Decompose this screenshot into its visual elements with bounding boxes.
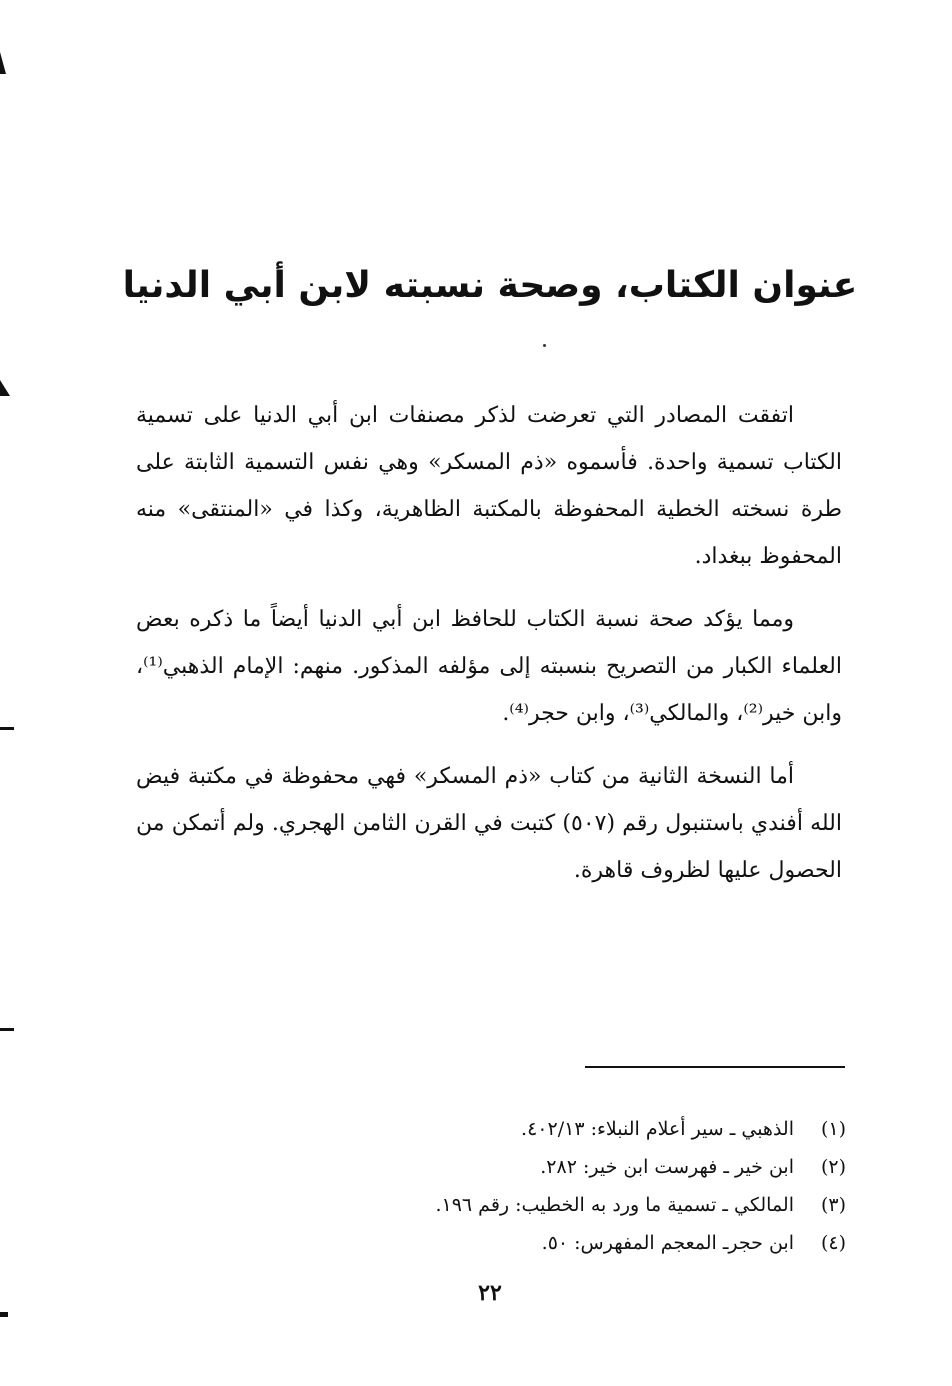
paragraph: أما النسخة الثانية من كتاب «ذم المسكر» فهي محفوظة في مكتبة فيض الله أفندي باستنبول رقم (٥٠٧) كتبت في القرن الثامن الهجري. ولم أتمكن من الحصول عليها لظروف قاهرة. (136, 764, 843, 883)
page-number: ٢٢ (478, 1280, 502, 1306)
page-title: عنوان الكتاب، وصحة نسبته لابن أبي الدنيا (122, 265, 858, 306)
paragraph: ومما يؤكد صحة نسبة الكتاب للحافظ ابن أبي الدنيا أيضاً ما ذكره بعض العلماء الكبار من التصريح بنسبته إلى مؤلفه المذكور. منهم: الإمام الذهبي⁽¹⁾، وابن خير⁽²⁾، والمالكي⁽³⁾، وابن حجر⁽⁴⁾. (136, 607, 842, 726)
footnote-item (300, 1148, 846, 1186)
body-text (136, 392, 842, 910)
footnote-item (300, 1224, 846, 1262)
scan-edge-mark (0, 380, 10, 396)
decorative-dot (543, 344, 546, 347)
footnote-item (300, 1110, 846, 1148)
scan-edge-mark (0, 727, 14, 730)
footnote-item (300, 1186, 846, 1224)
footnote-text: الذهبي ـ سير أعلام النبلاء: ٤٠٢/١٣. (521, 1118, 794, 1140)
footnote-number: (٤) (820, 1232, 846, 1254)
footnote-text: المالكي ـ تسمية ما ورد به الخطيب: رقم ١٩٦. (435, 1194, 794, 1216)
footnote-number: (٣) (820, 1194, 846, 1216)
scan-edge-mark (0, 1312, 8, 1317)
footnote-text: ابن حجرـ المعجم المفهرس: ٥٠. (541, 1232, 794, 1254)
footnote-separator (585, 1066, 845, 1068)
paragraph: اتفقت المصادر التي تعرضت لذكر مصنفات ابن أبي الدنيا على تسمية الكتاب تسمية واحدة. فأسموه «ذم المسكر» وهي نفس التسمية الثابتة على طرة نسخته الخطية المحفوظة بالمكتبة الظاهرية، وكذا في «المنتقى» منه المحفوظ ببغداد. (136, 403, 842, 569)
scan-edge-mark (0, 1028, 14, 1031)
footnote-number: (١) (820, 1118, 846, 1140)
footnote-text: ابن خير ـ فهرست ابن خير: ٢٨٢. (540, 1156, 794, 1178)
scan-edge-mark (0, 52, 6, 74)
footnote-number: (٢) (820, 1156, 846, 1178)
footnotes-list (300, 1110, 846, 1262)
